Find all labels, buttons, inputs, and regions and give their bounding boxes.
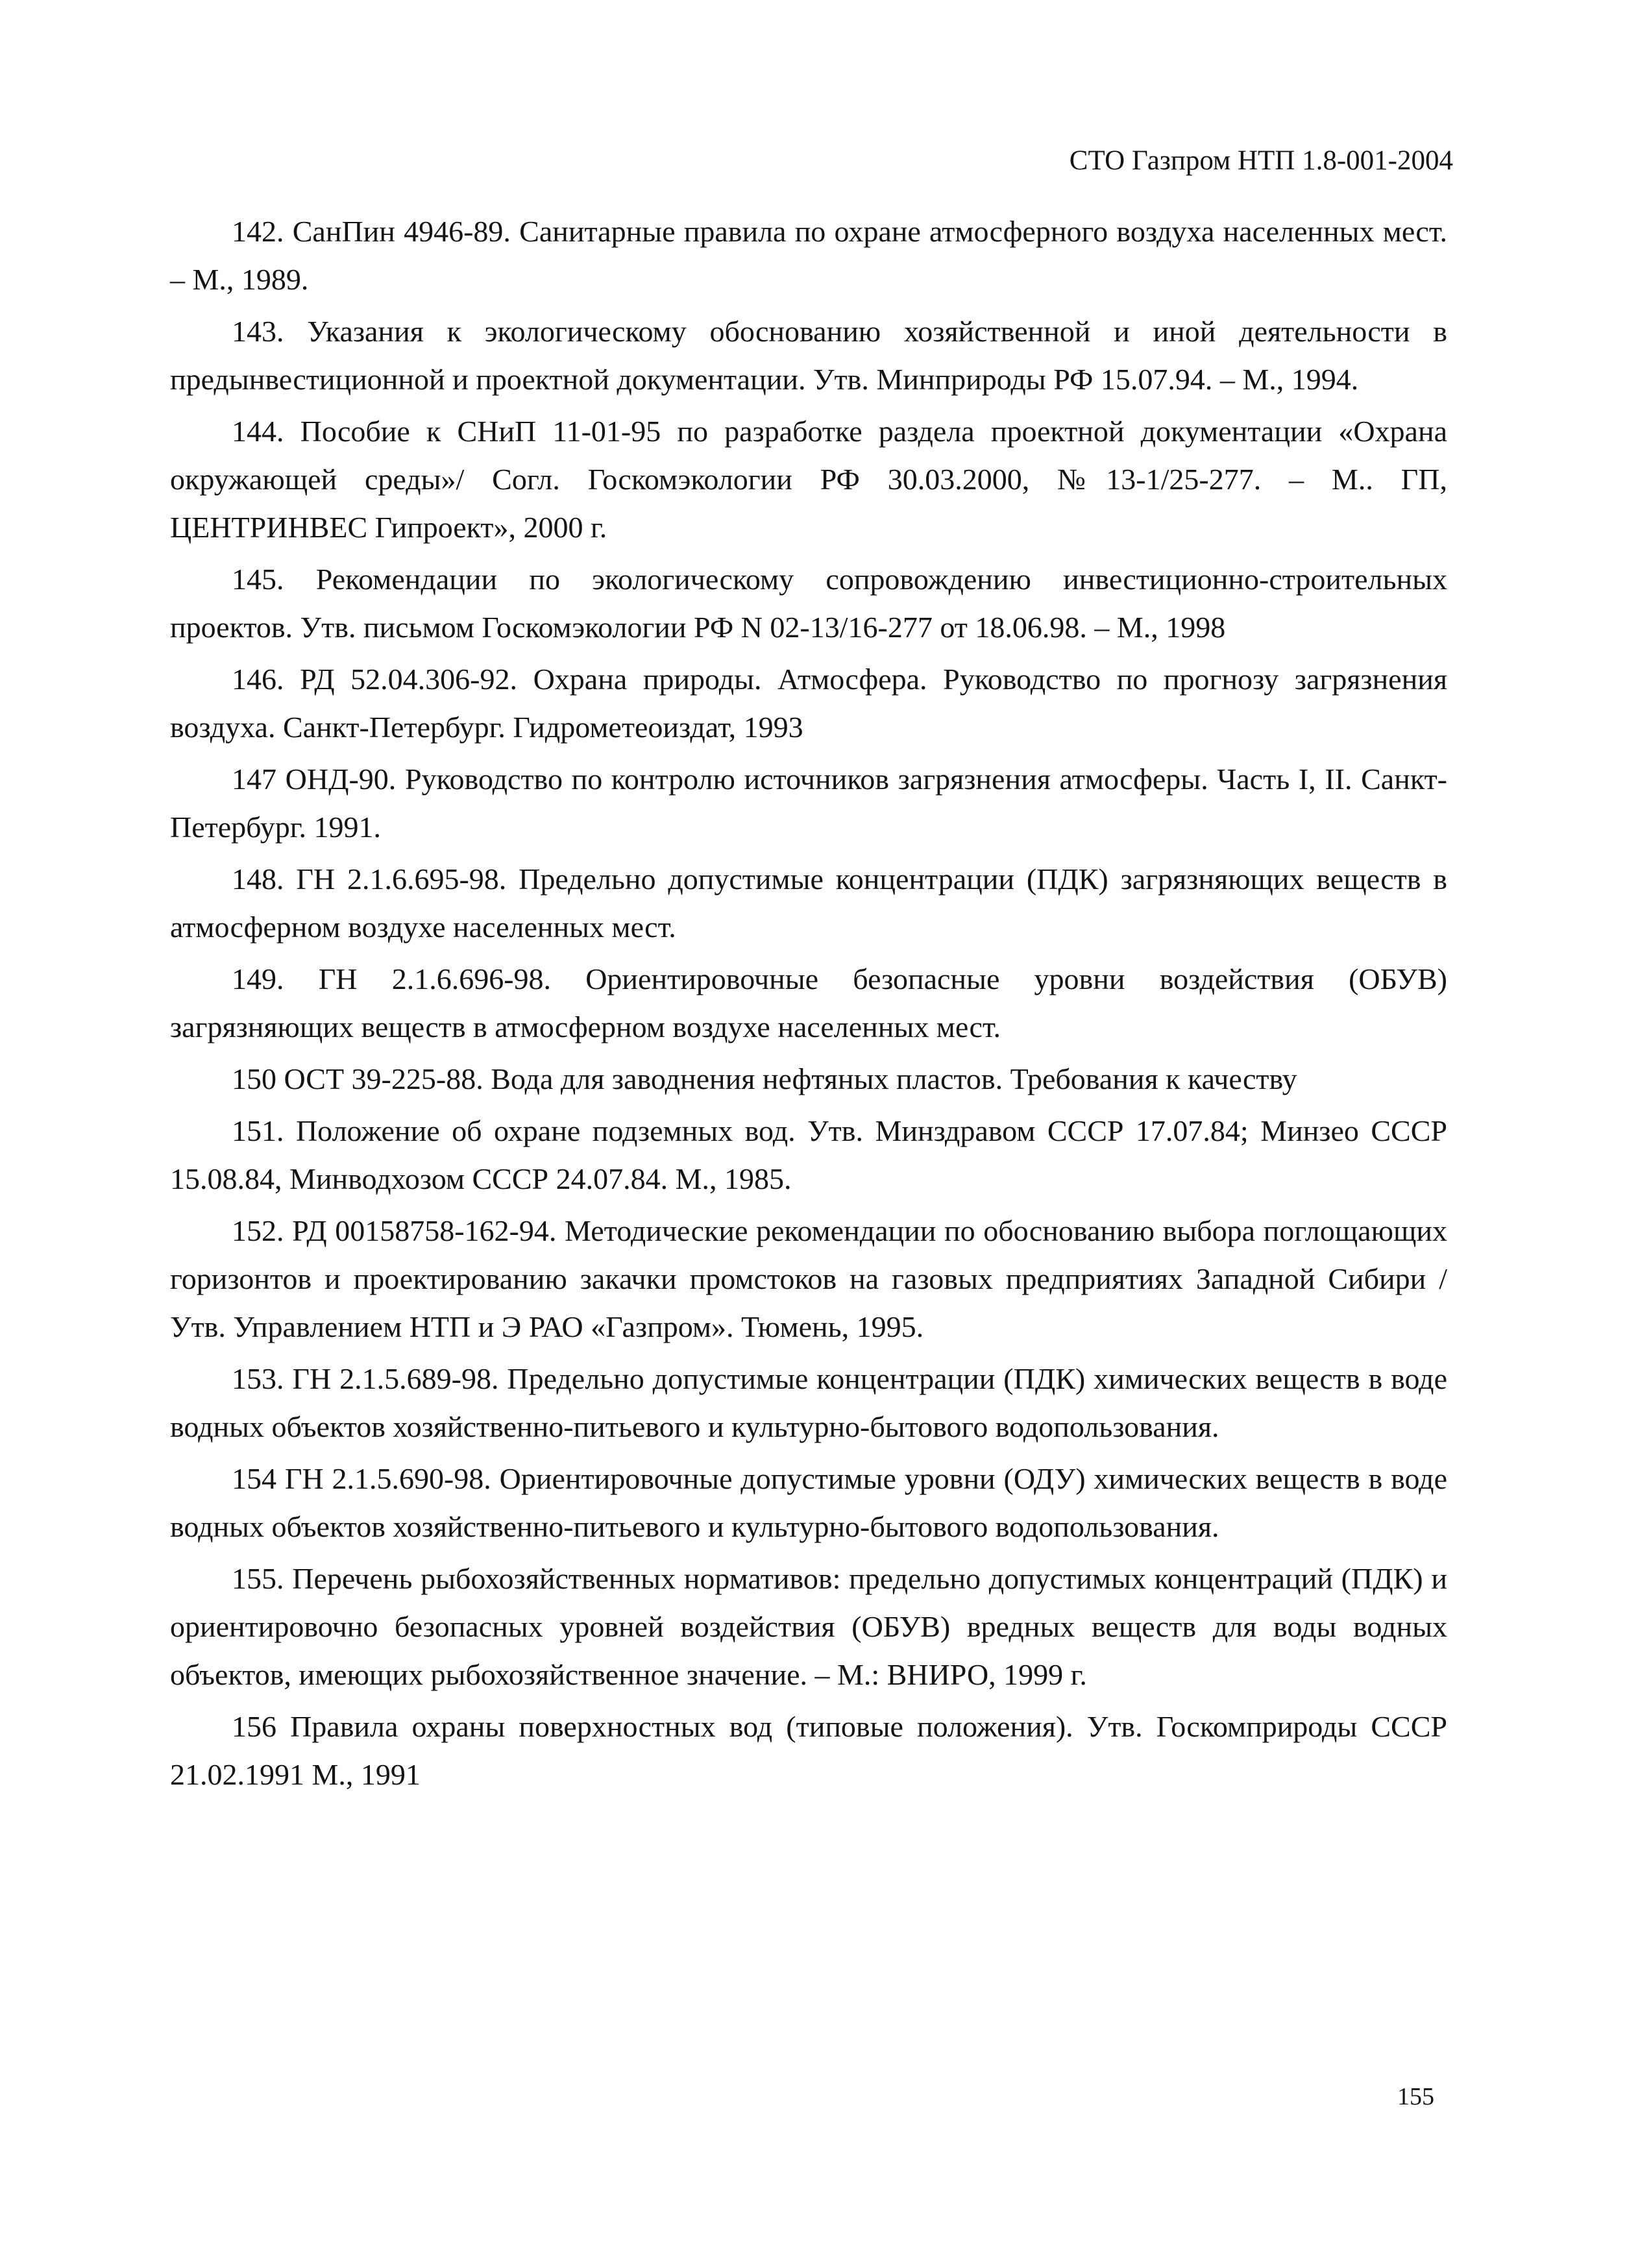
reference-item: 144. Пособие к СНиП 11-01-95 по разработке раздела проектной документации «Охрана окружающей среды»/ Согл. Госкомэкологии РФ 30.03.2000, №13-1/25-277. – М.. ГП, ЦЕНТРИНВЕС Гипроект», 2000 г. <box>170 415 1447 544</box>
reference-item: 145. Рекомендации по экологическому сопровождению инвестиционно-строительных проектов. Утв. письмом Госкомэкологии РФ N 02-13/16-277 от 18.06.98. – М., 1998 <box>170 563 1447 644</box>
document-header: СТО Газпром НТП 1.8-001-2004 <box>1069 145 1453 176</box>
reference-item: 154 ГН 2.1.5.690-98. Ориентировочные допустимые уровни (ОДУ) химических веществ в воде водных объектов хозяйственно-питьевого и культурно-бытового водопользования. <box>170 1462 1447 1543</box>
page-number: 155 <box>1397 2083 1434 2110</box>
reference-item: 150 ОСТ 39-225-88. Вода для заводнения нефтяных пластов. Требования к качеству <box>232 1062 1297 1095</box>
reference-item: 146. РД 52.04.306-92. Охрана природы. Атмосфера. Руководство по прогнозу загрязнения воздуха. Санкт-Петербург. Гидрометеоиздат, 1993 <box>170 663 1447 744</box>
reference-item: 156 Правила охраны поверхностных вод (типовые положения). Утв. Госкомприроды СССР 21.02.1991 М., 1991 <box>170 1710 1447 1791</box>
reference-item: 151. Положение об охране подземных вод. Утв. Минздравом СССР 17.07.84; Минзео СССР 15.08.84, Минводхозом СССР 24.07.84. М., 1985. <box>170 1114 1447 1195</box>
reference-item: 142. СанПин 4946-89. Санитарные правила по охране атмосферного воздуха населенных мест. – М., 1989. <box>170 215 1447 296</box>
reference-item: 143. Указания к экологическому обоснованию хозяйственной и иной деятельности в предынвестиционной и проектной документации. Утв. Минприроды РФ 15.07.94. – М., 1994. <box>170 315 1447 396</box>
reference-item: 147 ОНД-90. Руководство по контролю источников загрязнения атмосферы. Часть I, II. Санкт-Петербург. 1991. <box>170 762 1447 844</box>
reference-item: 149. ГН 2.1.6.696-98. Ориентировочные безопасные уровни воздействия (ОБУВ) загрязняющих веществ в атмосферном воздухе населенных мест. <box>170 962 1447 1043</box>
reference-item: 153. ГН 2.1.5.689-98. Предельно допустимые концентрации (ПДК) химических веществ в воде водных объектов хозяйственно-питьевого и культурно-бытового водопользования. <box>170 1362 1447 1443</box>
reference-item: 152. РД 00158758-162-94. Методические рекомендации по обоснованию выбора поглощающих горизонтов и проектированию закачки промстоков на газовых предприятиях Западной Сибири / Утв. Управлением НТП и Э РАО «Газпром». Тюмень, 1995. <box>170 1214 1447 1343</box>
reference-item: 148. ГН 2.1.6.695-98. Предельно допустимые концентрации (ПДК) загрязняющих веществ в атмосферном воздухе населенных мест. <box>170 862 1447 944</box>
reference-item: 155. Перечень рыбохозяйственных нормативов: предельно допустимых концентраций (ПДК) и ориентировочно безопасных уровней воздействия (ОБУВ) вредных веществ для воды водных объектов, имеющих рыбохозяйственное значение. – М.: ВНИРО, 1999 г. <box>170 1562 1447 1691</box>
reference-list <box>170 208 1447 1803</box>
